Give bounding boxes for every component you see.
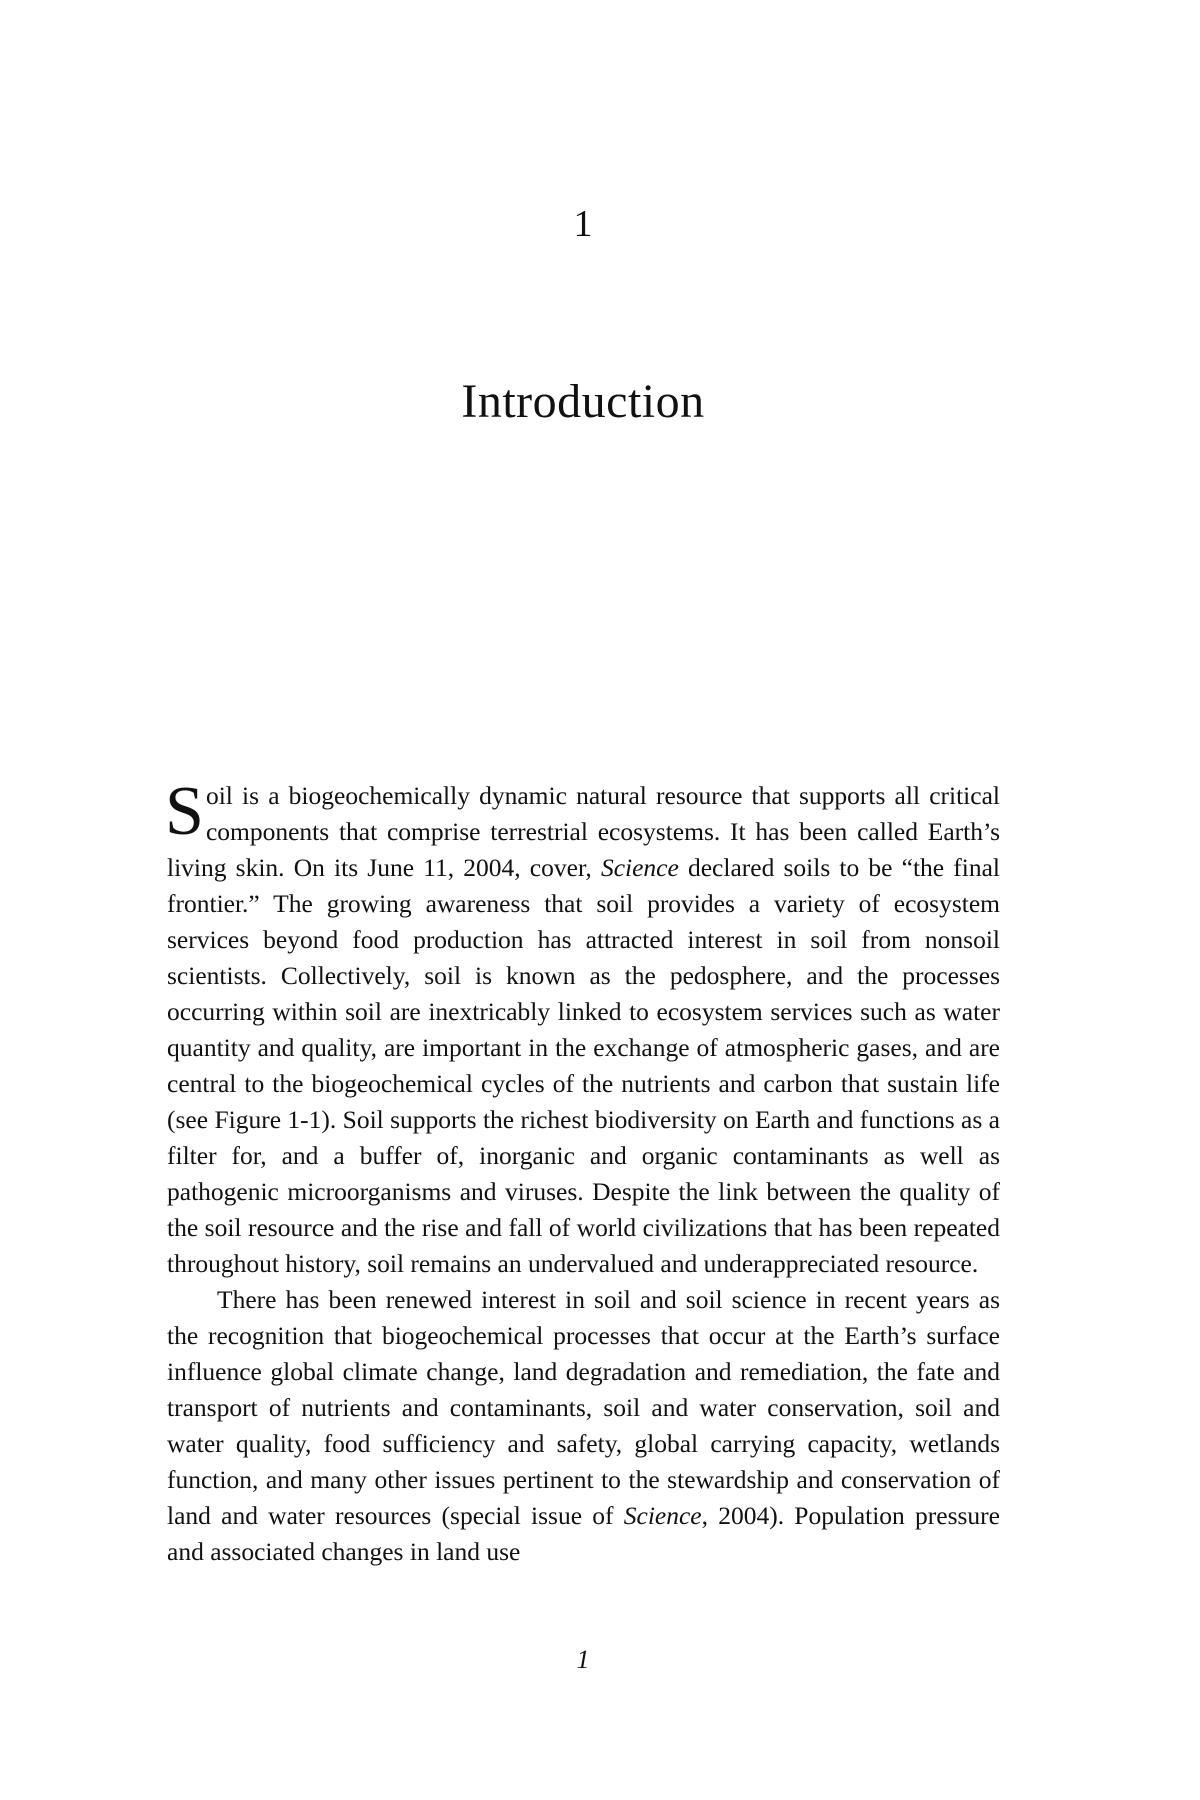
body-text bbox=[165, 773, 1000, 1570]
paragraph-1-text-a: oil is a biogeochemically dynamic natural resource that supports all critical components that comprise terrestrial ecosystems. It has been called Earth’s living skin. On its June 11, 2004, cover, bbox=[167, 781, 1000, 882]
paragraph-1 bbox=[165, 773, 1000, 1282]
journal-title-italic: Science bbox=[600, 853, 679, 882]
paragraph-2-text-a: There has been renewed interest in soil and soil science in recent years as the recognition that biogeochemical processes that occur at the Earth’s surface influence global climate change, land degradation and remediation, the fate and transport of nutrients and contaminants, soil and water conservation, soil and water quality, food sufficiency and safety, global carrying capacity, wetlands function, and many other issues pertinent to the stewardship and conservation of land and water resources (special issue of bbox=[167, 1285, 1000, 1530]
paragraph-2 bbox=[167, 1282, 1000, 1570]
chapter-number: 1 bbox=[573, 203, 593, 245]
drop-cap: S bbox=[165, 773, 204, 850]
paragraph-2-text-b: , 2004). Population pressure and associated changes in land use bbox=[167, 1501, 1000, 1566]
chapter-title: Introduction bbox=[461, 375, 705, 428]
journal-title-italic: Science bbox=[623, 1501, 702, 1530]
page-number: 1 bbox=[576, 1645, 590, 1674]
paragraph-1-text-b: declared soils to be “the final frontier.” The growing awareness that soil provides a variety of ecosystem services beyond food production has attracted interest in soil from nonsoil scientists. Collectively, soil is known as the pedosphere, and the processes occurring within soil are inextricably linked to ecosystem services such as water quantity and quality, are important in the exchange of atmospheric gases, and are central to the biogeochemical cycles of the nutrients and carbon that sustain life (see Figure 1-1). Soil supports the richest biodiversity on Earth and functions as a filter for, and a buffer of, inorganic and organic contaminants as well as pathogenic microorganisms and viruses. Despite the link between the quality of the soil resource and the rise and fall of world civilizations that has been repeated throughout history, soil remains an undervalued and underappreciated resource. bbox=[167, 853, 1000, 1278]
